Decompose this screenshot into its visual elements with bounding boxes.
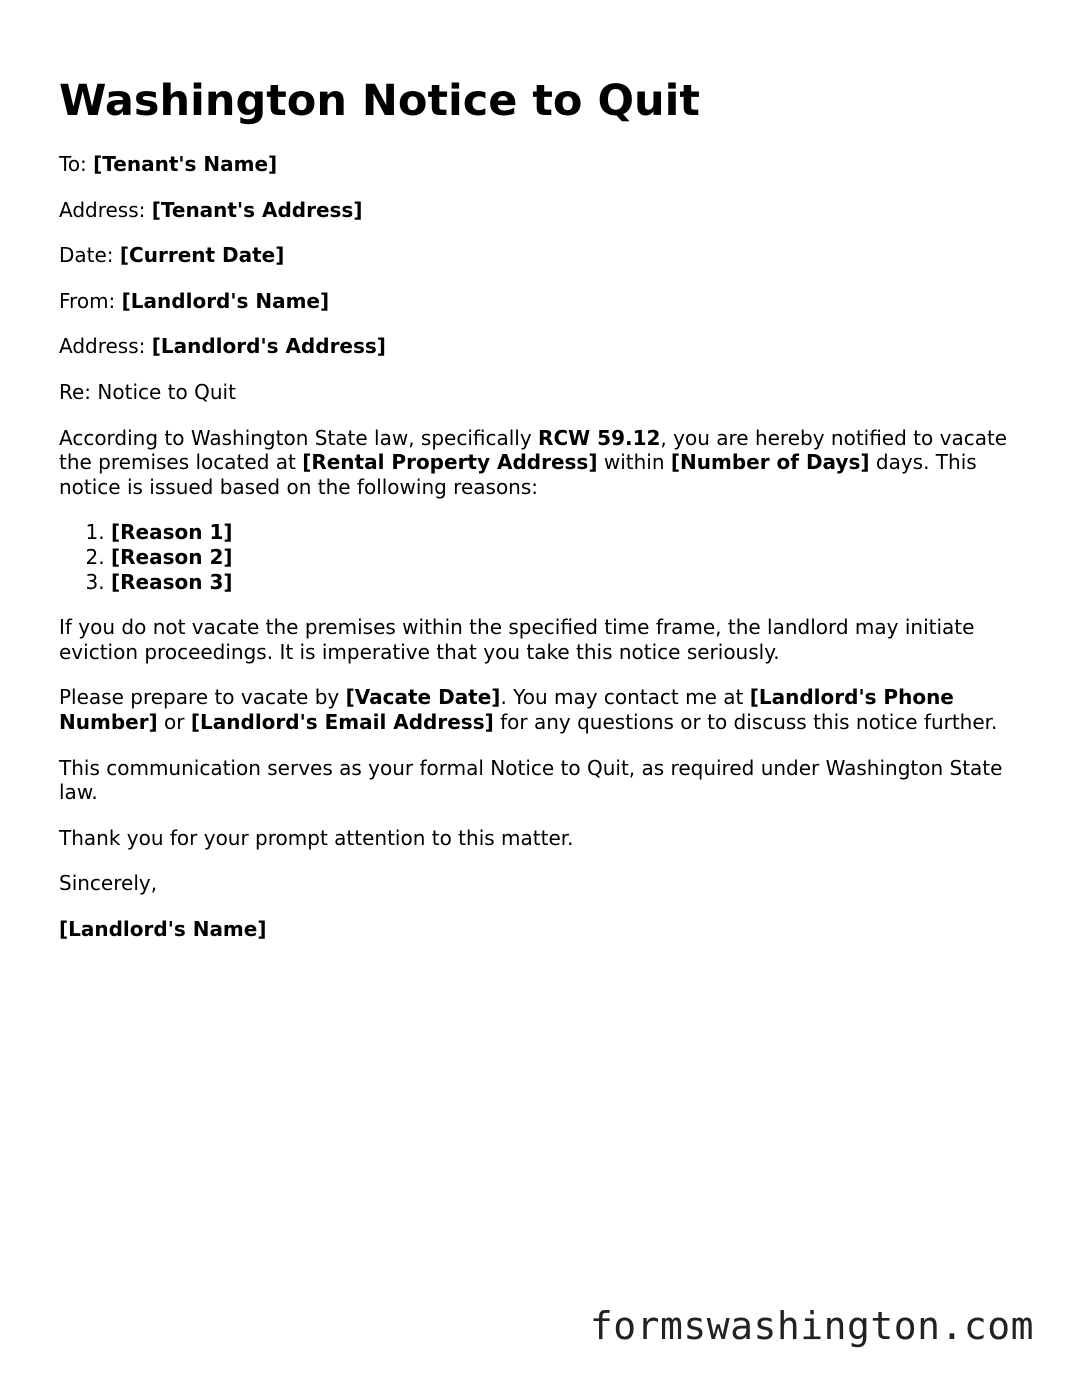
landlord-email-placeholder: [Landlord's Email Address] (190, 709, 494, 734)
list-item: 3. [Reason 3] (111, 570, 1019, 595)
vacate-date-placeholder: [Vacate Date] (345, 685, 501, 710)
list-item: 2. [Reason 2] (111, 545, 1019, 570)
landlord-address-line (59, 334, 1019, 359)
thanks-paragraph: Thank you for your prompt attention to this matter. (59, 825, 574, 850)
landlord-address-label: Address: (59, 334, 146, 359)
landlord-phone-placeholder: [Landlord's Phone Number] (59, 685, 954, 734)
formal-notice-paragraph: This communication serves as your formal Notice to Quit, as required under Washington State law. (59, 755, 1003, 805)
subject-line: Re: Notice to Quit (59, 379, 236, 404)
warning-paragraph: If you do not vacate the premises within the specified time frame, the landlord may initiate eviction proceedings. It is imperative that you take this notice seriously. (59, 615, 975, 664)
from-label: From: (59, 288, 116, 313)
contact-paragraph: Please prepare to vacate by [Vacate Date]. You may contact me at [Landlord's Phone Number] or [Landlord's Email Address] for any questions or to discuss this notice further. (59, 685, 998, 734)
to-label: To: (59, 152, 87, 176)
to-line (59, 152, 1019, 177)
landlord-address-placeholder: [Landlord's Address] (151, 334, 386, 359)
landlord-name-placeholder: [Landlord's Name] (121, 288, 330, 313)
intro-paragraph: According to Washington State law, specifically RCW 59.12, you are hereby notified to vacate the premises located at [Rental Property Address] within [Number of Days] days. This notice is issued based on the following reasons: (59, 425, 1008, 499)
signature (59, 917, 1019, 942)
list-item: 1. [Reason 1] (111, 520, 1019, 545)
statute-reference: RCW 59.12 (538, 425, 661, 450)
date-line (59, 243, 1019, 268)
tenant-address-line (59, 198, 1019, 223)
site-watermark: formswashington.com (589, 1304, 1034, 1348)
from-line (59, 289, 1019, 314)
document-title: Washington Notice to Quit (59, 76, 700, 126)
signature-name-placeholder: [Landlord's Name] (59, 916, 267, 941)
current-date-placeholder: [Current Date] (119, 243, 285, 268)
property-address-placeholder: [Rental Property Address] (302, 450, 598, 475)
tenant-name-placeholder: [Tenant's Name] (93, 152, 278, 176)
closing: Sincerely, (59, 871, 158, 896)
document-body (59, 152, 1019, 962)
reasons-list (59, 520, 1019, 594)
number-of-days-placeholder: [Number of Days] (670, 450, 870, 475)
tenant-address-placeholder: [Tenant's Address] (151, 197, 363, 222)
tenant-address-label: Address: (59, 197, 146, 222)
date-label: Date: (59, 243, 114, 268)
